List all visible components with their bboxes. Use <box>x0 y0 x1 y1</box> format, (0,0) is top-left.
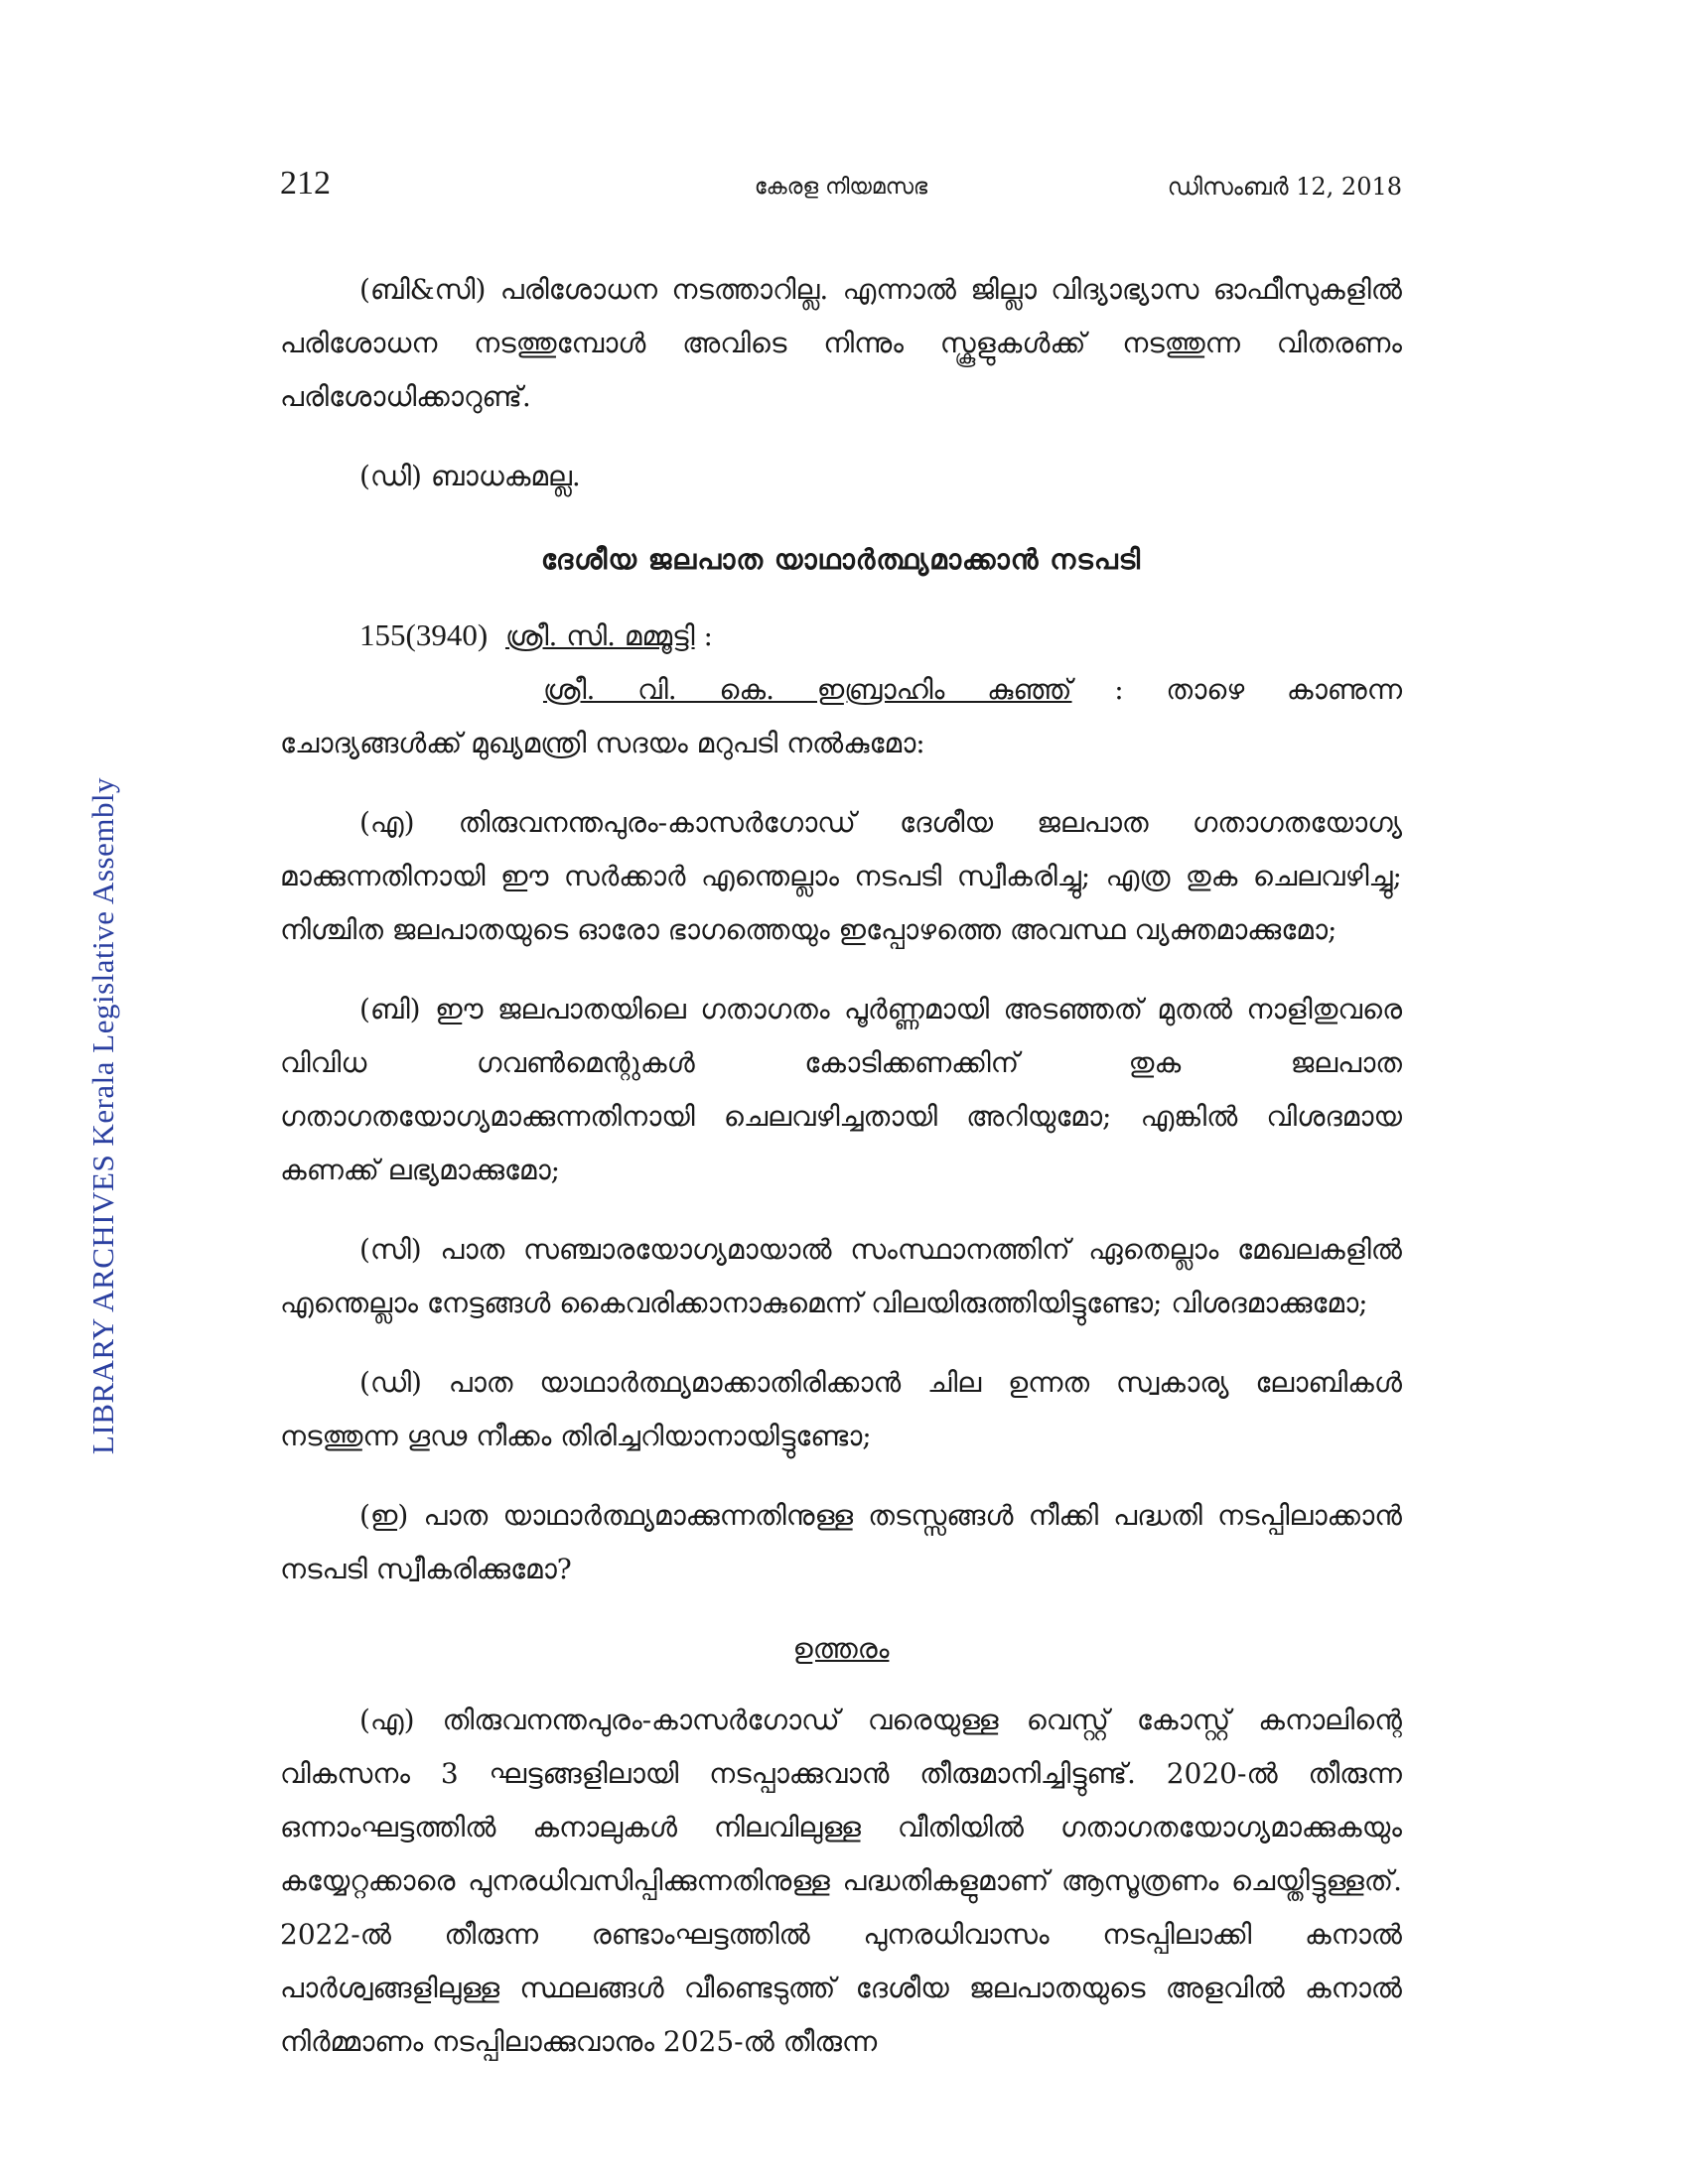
page-number: 212 <box>280 165 331 202</box>
answer-a: (എ) തിരുവനന്തപുരം-കാസർഗോഡ് വരെയുള്ള വെസ്റ്റ് കോസ്റ്റ് കനാലിന്റെ വികസനം 3 ഘട്ടങ്ങളിലായി നടപ്പാക്കുവാൻ തീരുമാനിച്ചിട്ടുണ്ട്. 2020-ൽ തീരുന്ന ഒന്നാംഘട്ടത്തിൽ കനാലുകൾ നിലവിലുള്ള വീതിയിൽ ഗതാഗതയോഗ്യമാക്കുകയും കയ്യേറ്റക്കാരെ പുനരധിവസിപ്പിക്കുന്നതിനുള്ള പദ്ധതികളുമാണ് ആസൂത്രണം ചെയ്തിട്ടുള്ളത്. 2022-ൽ തീരുന്ന രണ്ടാംഘട്ടത്തിൽ പുനരധിവാസം നടപ്പിലാക്കി കനാൽ പാർശ്വങ്ങളിലുള്ള സ്ഥലങ്ങൾ വീണ്ടെടുത്ത് ദേശീയ ജലപാതയുടെ അളവിൽ കനാൽ നിർമ്മാണം നടപ്പിലാക്കുവാനും 2025-ൽ തീരുന്ന <box>280 1704 1402 2058</box>
member-line-2 <box>280 663 1402 717</box>
member-name-1: ശ്രീ. സി. മമ്മൂട്ടി <box>504 619 695 652</box>
previous-answer-d: (ഡി) ബാധകമല്ല. <box>359 460 581 492</box>
running-title: കേരള നിയമസഭ <box>754 175 928 200</box>
question-title: ദേശീയ ജലപാത യാഥാർത്ഥ്യമാക്കാൻ നടപടി <box>540 543 1142 576</box>
question-d: (ഡി) പാത യാഥാർത്ഥ്യമാക്കാതിരിക്കാൻ ചില ഉന്നത സ്വകാര്യ ലോബികൾ നടത്തുന്ന ഗൂഢ നീക്കം തിരിച്ചറിയാനായിട്ടുണ്ടോ; <box>280 1366 1402 1452</box>
header-date: ഡിസംബർ 12, 2018 <box>1167 173 1402 201</box>
question-a: (എ) തിരുവനന്തപുരം-കാസർഗോഡ് ദേശീയ ജലപാത ഗതാഗതയോഗ്യ മാക്കുന്നതിനായി ഈ സർക്കാർ എന്തെല്ലാം നടപടി സ്വീകരിച്ചു; എത്ര തുക ചെലവഴിച്ചു; നിശ്ചിത ജലപാതയുടെ ഓരോ ഭാഗത്തെയും ഇപ്പോഴത്തെ അവസ്ഥ വ്യക്തമാക്കുമോ; <box>280 806 1402 946</box>
question-number: 155(3940) <box>359 617 489 652</box>
member-2-suffix: : താഴെ കാണുന്ന <box>1071 673 1403 706</box>
page-header <box>280 165 1402 214</box>
question-c: (സി) പാത സഞ്ചാരയോഗ്യമായാൽ സംസ്ഥാനത്തിന് ഏതെല്ലാം മേഖലകളിൽ എന്തെല്ലാം നേട്ടങ്ങൾ കൈവരിക്കാനാകുമെന്ന് വിലയിരുത്തിയിട്ടുണ്ടോ; വിശദമാക്കുമോ; <box>280 1233 1402 1319</box>
question-b: (ബി) ഈ ജലപാതയിലെ ഗതാഗതം പൂർണ്ണമായി അടഞ്ഞത് മുതൽ നാളിതുവരെ വിവിധ ഗവൺമെന്റുകൾ കോടിക്കണക്കിന് തുക ജലപാത ഗതാഗതയോഗ്യമാക്കുന്നതിനായി ചെലവഴിച്ചതായി അറിയുമോ; എങ്കിൽ വിശദമായ കണക്ക് ലഭ്യമാക്കുമോ; <box>280 993 1402 1186</box>
page-content <box>280 263 1402 2095</box>
answer-heading: ഉത്തരം <box>792 1632 890 1665</box>
question-e: (ഇ) പാത യാഥാർത്ഥ്യമാക്കുന്നതിനുള്ള തടസ്സങ്ങൾ നീക്കി പദ്ധതി നടപ്പിലാക്കാൻ നടപടി സ്വീകരിക്കുമോ? <box>280 1499 1402 1585</box>
question-number-line <box>280 609 1402 663</box>
question-intro: ചോദ്യങ്ങൾക്ക് മുഖ്യമന്ത്രി സദയം മറുപടി നൽകുമോ: <box>280 727 925 759</box>
member-name-2: ശ്രീ. വി. കെ. ഇബ്രാഹിം കുഞ്ഞ് <box>543 673 1072 706</box>
archive-watermark: LIBRARY ARCHIVES Kerala Legislative Assembly <box>85 776 120 1455</box>
previous-answer-b-c: (ബി&സി) പരിശോധന നടത്താറില്ല. എന്നാൽ ജില്ലാ വിദ്യാഭ്യാസ ഓഫീസുകളിൽ പരിശോധന നടത്തുമ്പോൾ അവിടെ നിന്നും സ്കൂളുകൾക്ക് നടത്തുന്ന വിതരണം പരിശോധിക്കാറുണ്ട്. <box>280 273 1402 413</box>
member-1-suffix: : <box>694 619 713 652</box>
